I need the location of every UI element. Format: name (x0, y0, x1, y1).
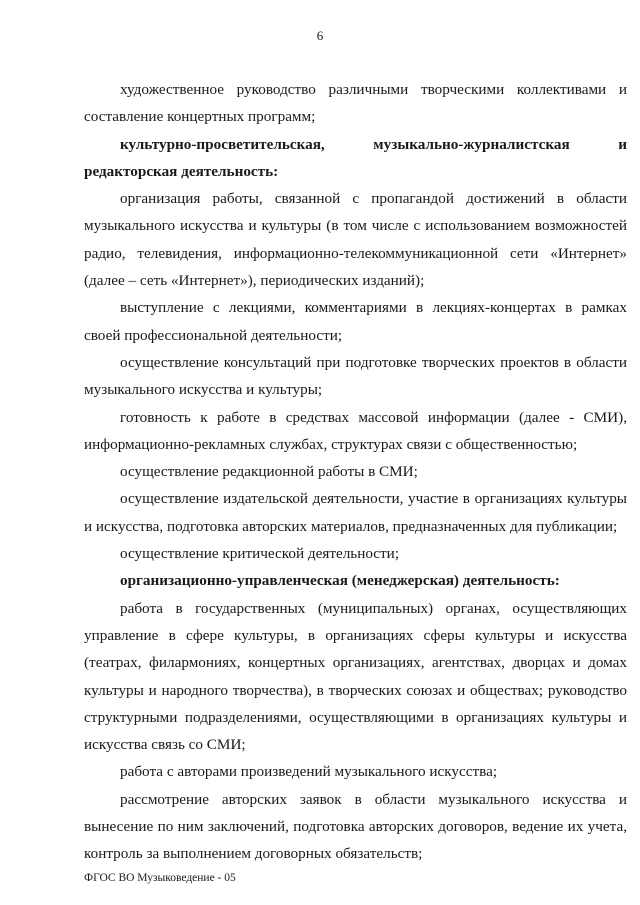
page-number: 6 (316, 28, 324, 43)
document-body (84, 76, 627, 868)
paragraph: осуществление редакционной работы в СМИ; (120, 463, 418, 481)
section-heading: организационно-управленческая (менеджерская) деятельность: (120, 572, 560, 590)
paragraph: выступление с лекциями, комментариями в лекциях-концертах в рамках своей профессиональной деятельности; (84, 299, 627, 344)
paragraph: художественное руководство различными творческими коллективами и составление концертных программ; (84, 81, 627, 126)
section-heading-continuation: редакторская деятельность: (84, 162, 279, 180)
paragraph: готовность к работе в средствах массовой информации (далее - СМИ), информационно-рекламных службах, структурах связи с общественностью; (84, 408, 627, 453)
paragraph: организация работы, связанной с пропагандой достижений в области музыкального искусства и культуры (в том числе с использованием возможностей радио, телевидения, информационно-телекоммуникационной сети «Интернет» (далее – сеть «Интернет»), периодических изданий); (84, 190, 627, 290)
paragraph: осуществление критической деятельности; (120, 545, 400, 563)
paragraph: рассмотрение авторских заявок в области музыкального искусства и вынесение по ним заключений, подготовка авторских договоров, ведение их учета, контроль за выполнением договорных обязательств; (84, 790, 627, 863)
paragraph: работа с авторами произведений музыкального искусства; (120, 763, 498, 781)
document-footer: ФГОС ВО Музыковедение - 05 (84, 872, 236, 884)
paragraph: работа в государственных (муниципальных) органах, осуществляющих управление в сфере культуры, в организациях сферы культуры и искусства (театрах, филармониях, концертных организациях, агентствах, дворцах и домах культуры и народного творчества), в творческих союзах и обществах; руководство структурными подразделениями, осуществляющими в организациях культуры и искусства связь со СМИ; (84, 599, 627, 754)
paragraph: осуществление консультаций при подготовке творческих проектов в области музыкального искусства и культуры; (84, 353, 627, 399)
paragraph: осуществление издательской деятельности, участие в организациях культуры и искусства, подготовка авторских материалов, предназначенных для публикации; (84, 490, 627, 535)
section-heading: культурно-просветительская, музыкально-журналистская и (120, 135, 627, 153)
